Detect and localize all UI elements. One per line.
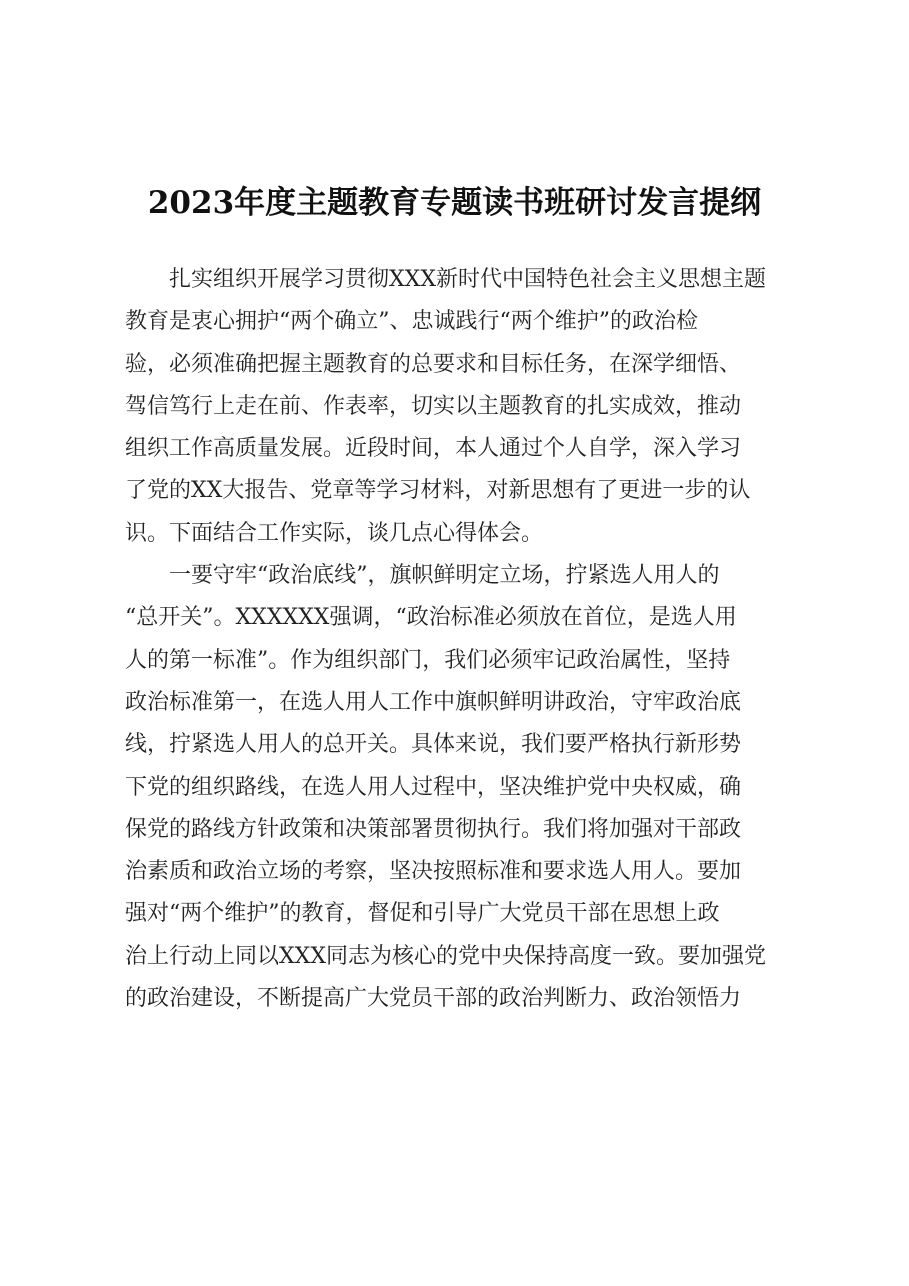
paragraph-point-one [125, 555, 825, 1020]
text-line: 教育是衷心拥护“两个确立”、忠诚践行“两个维护”的政治检 [125, 309, 698, 335]
text-line: 保党的路线方针政策和决策部署贯彻执行。我们将加强对干部政 [125, 816, 742, 842]
text-line: 了党的XX大报告、党章等学习材料，对新思想有了更进一步的认 [125, 478, 751, 504]
text-line: 政治标准第一，在选人用人工作中旗帜鲜明讲政治，守牢政治底 [125, 689, 742, 715]
text-line: 治上行动上同以XXX同志为核心的党中央保持高度一致。要加强党 [125, 943, 766, 969]
document-title: 2023年度主题教育专题读书班研讨发言提纲 [147, 185, 762, 221]
document-body [125, 259, 825, 1020]
text-line: 扎实组织开展学习贯彻XXX新时代中国特色社会主义思想主题 [125, 267, 766, 292]
text-line: 人的第一标准”。作为组织部门，我们必须牢记政治属性，坚持 [125, 647, 731, 673]
text-line: “总开关”。XXXXXX强调，“政治标准必须放在首位，是选人用 [125, 605, 737, 631]
text-line: 下党的组织路线，在选人用人过程中，坚决维护党中央权威，确 [125, 774, 742, 800]
text-line: 治素质和政治立场的考察，坚决按照标准和要求选人用人。要加 [125, 859, 742, 885]
text-line: 一要守牢“政治底线”，旗帜鲜明定立场，拧紧选人用人的 [125, 563, 720, 589]
text-line: 强对“两个维护”的教育，督促和引导广大党员干部在思想上政 [125, 901, 720, 927]
text-line: 驾信笃行上走在前、作表率，切实以主题教育的扎实成效，推动 [125, 393, 742, 419]
text-line: 识。下面结合工作实际，谈几点心得体会。 [125, 520, 544, 546]
text-line: 的政治建设，不断提高广大党员干部的政治判断力、政治领悟力 [125, 986, 742, 1012]
text-line: 组织工作高质量发展。近段时间，本人通过个人自学，深入学习 [125, 436, 742, 462]
text-line: 线，拧紧选人用人的总开关。具体来说，我们要严格执行新形势 [125, 732, 742, 758]
text-line: 验，必须准确把握主题教育的总要求和目标任务，在深学细悟、 [125, 351, 742, 377]
paragraph-intro [125, 259, 825, 555]
